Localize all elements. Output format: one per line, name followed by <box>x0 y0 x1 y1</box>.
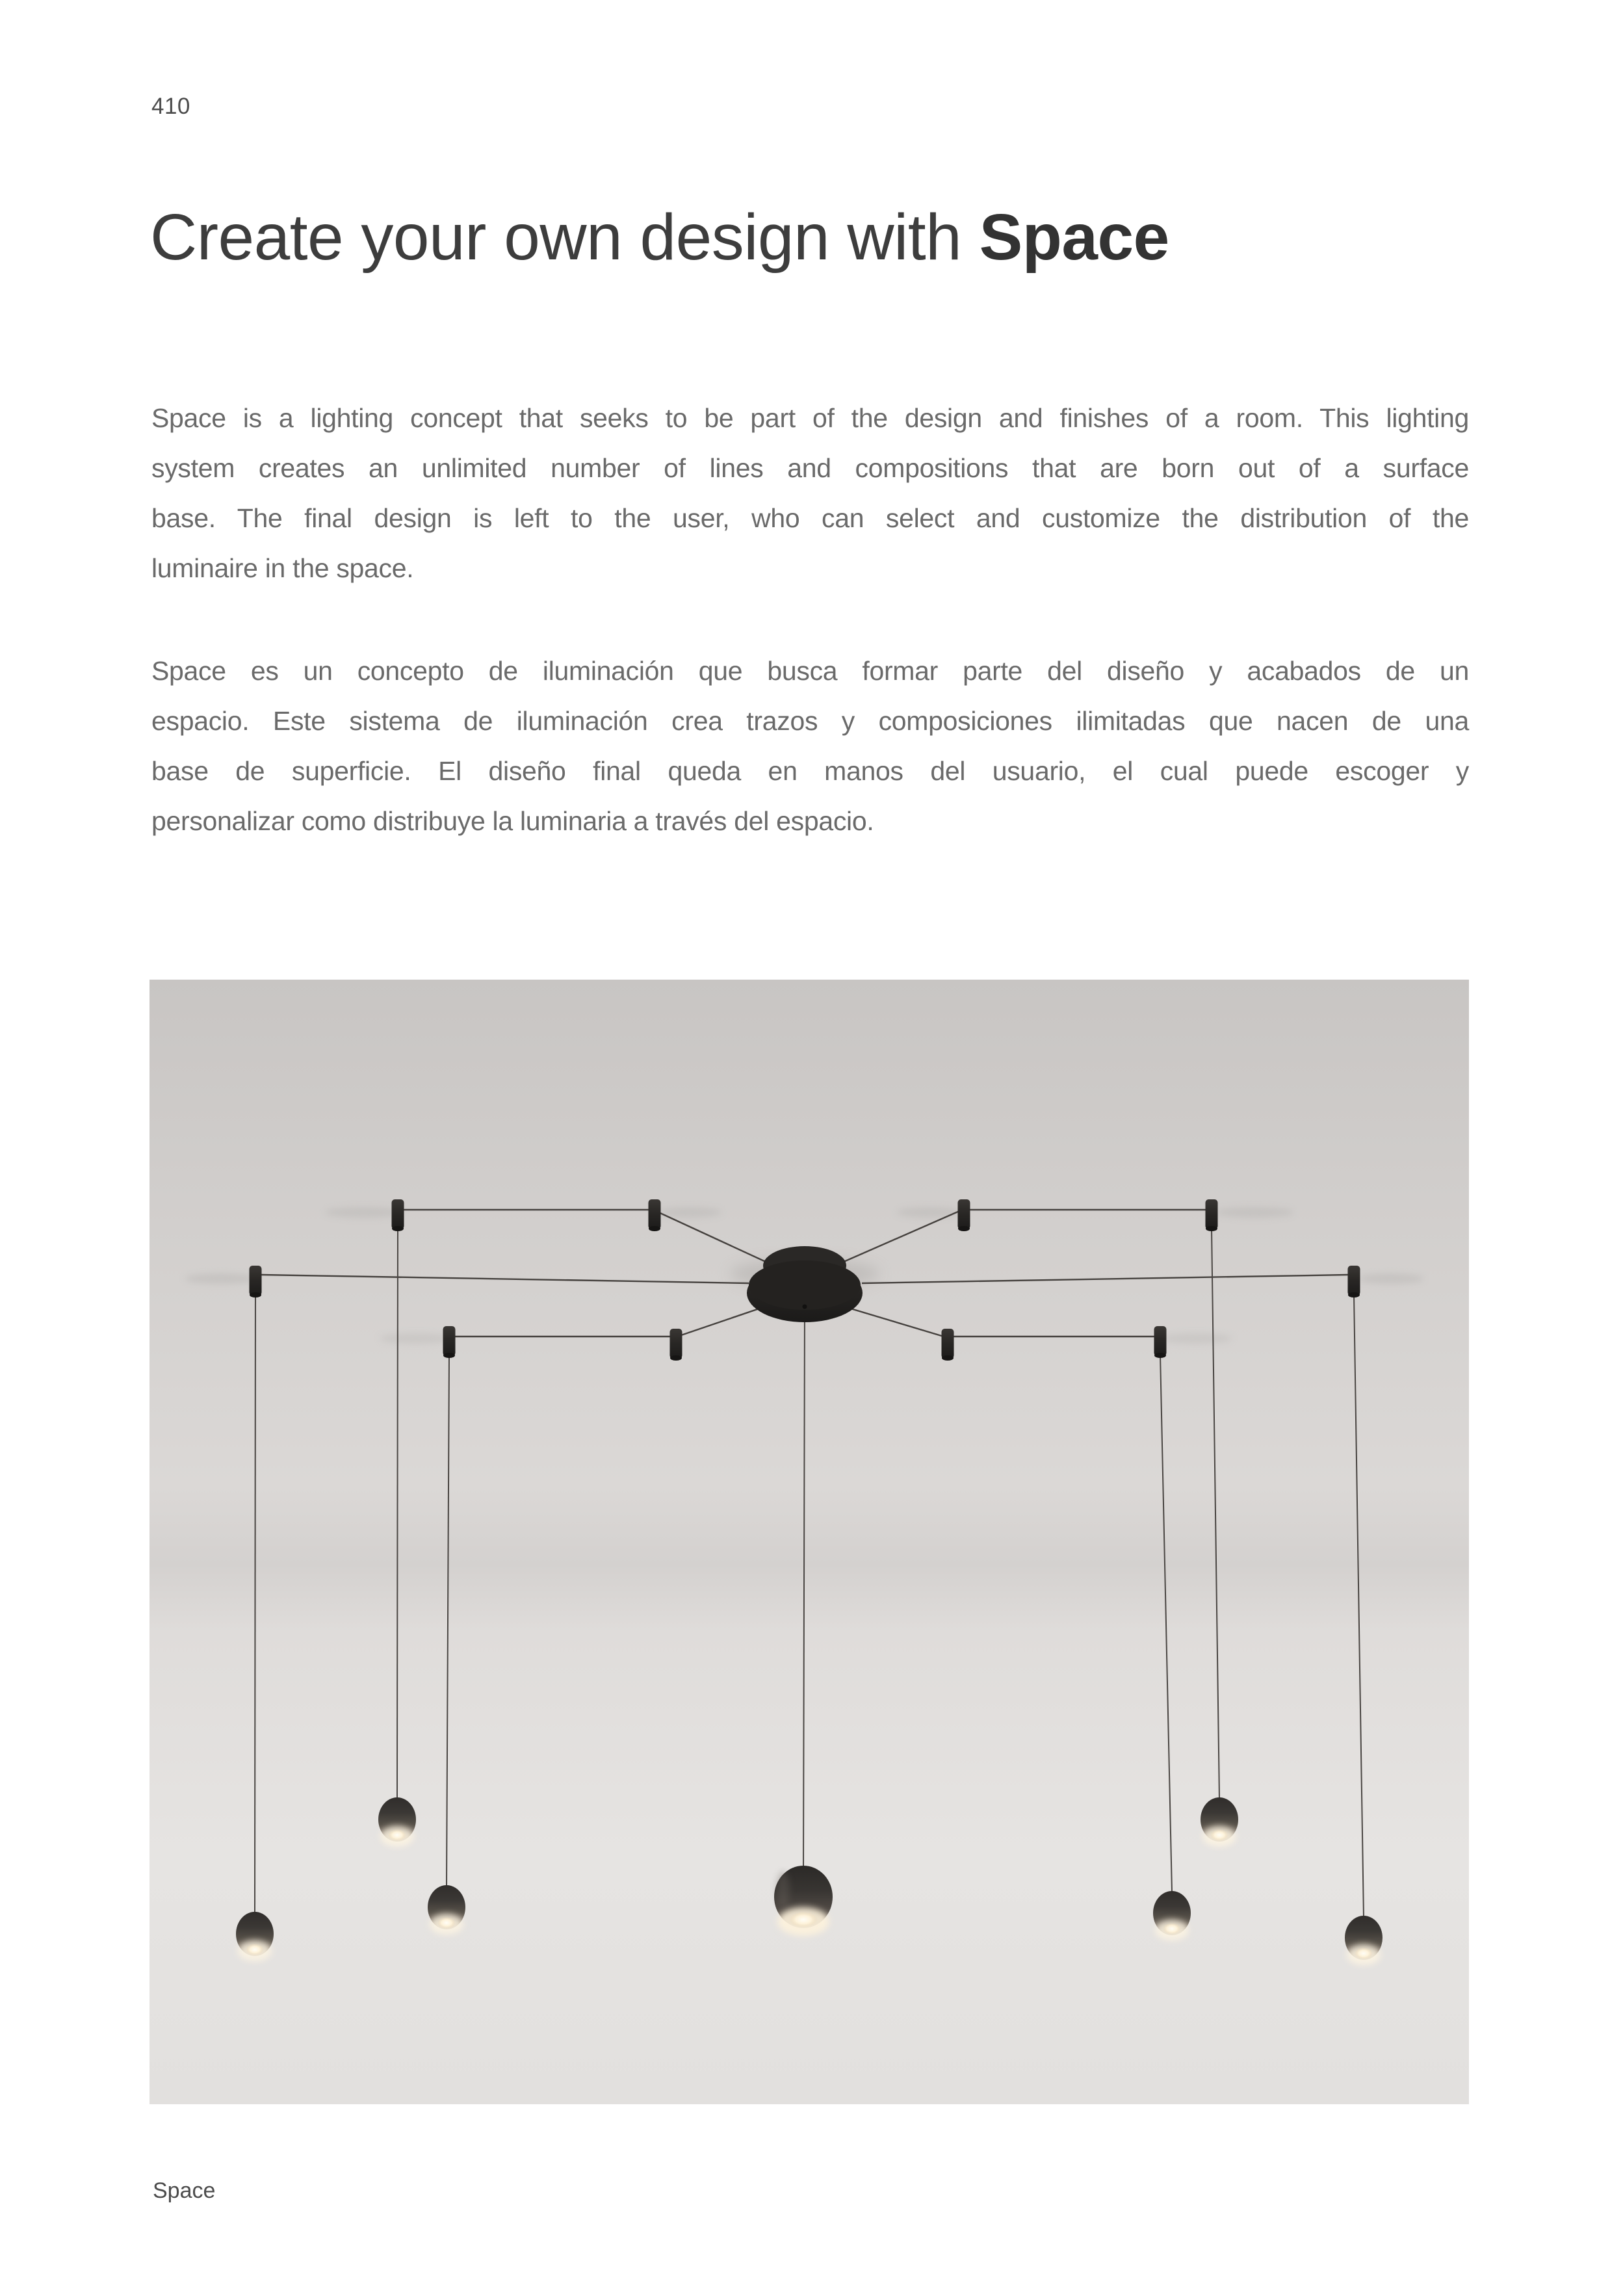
pendant-sphere-small <box>1153 1891 1191 1940</box>
intro-paragraph-spanish <box>151 646 1469 846</box>
paragraph-line: luminaire in the space. <box>151 553 414 583</box>
page-number: 410 <box>151 94 190 119</box>
pendant-sphere-large <box>774 1866 833 1936</box>
ceiling-fitting <box>670 1329 682 1361</box>
pendant-sphere-small <box>1345 1916 1383 1965</box>
product-photo-space-pendant <box>149 980 1469 2104</box>
ceiling-fitting <box>443 1326 456 1358</box>
product-name: Space <box>979 201 1169 274</box>
pendant-sphere-small <box>378 1797 416 1847</box>
ceiling-fitting <box>1154 1326 1167 1358</box>
ceiling-fitting <box>250 1266 262 1298</box>
ceiling-fitting <box>942 1329 954 1361</box>
ceiling-fitting <box>649 1199 661 1231</box>
paragraph-line: Space is a lighting concept that seeks to be part of the design and finishes of a room. This lighting <box>151 403 1469 433</box>
paragraph-line: personalizar como distribuye la luminaria a través del espacio. <box>151 806 874 836</box>
paragraph-line: Space es un concepto de iluminación que busca formar parte del diseño y acabados de un <box>151 656 1469 686</box>
paragraph-line: base. The final design is left to the user, who can select and customize the distribution of the <box>151 503 1469 533</box>
intro-paragraph-english <box>151 393 1469 594</box>
ceiling-fitting <box>392 1199 404 1231</box>
cord-upper-left <box>397 1228 398 1799</box>
paragraph-line: base de superficie. El diseño final queda en manos del usuario, el cual puede escoger y <box>151 756 1469 786</box>
ceiling-fitting <box>1348 1266 1360 1298</box>
paragraph-line: system creates an unlimited number of lines and compositions that are born out of a surface <box>151 453 1469 483</box>
pendant-sphere-small <box>1201 1797 1238 1847</box>
pendant-sphere-small <box>236 1912 274 1961</box>
ceiling-fitting <box>958 1199 970 1231</box>
paragraph-line: espacio. Este sistema de iluminación crea trazos y composiciones ilimitadas que nacen de una <box>151 706 1469 736</box>
pendant-sphere-small <box>428 1885 465 1935</box>
ceiling-fitting <box>1206 1199 1218 1231</box>
page-title-prefix: Create your own design with <box>150 201 980 274</box>
pendant-photo-illustration <box>149 980 1469 2104</box>
photo-background-wall <box>149 980 1469 2104</box>
page-title <box>150 201 1169 274</box>
footer-product-label: Space <box>153 2178 216 2203</box>
